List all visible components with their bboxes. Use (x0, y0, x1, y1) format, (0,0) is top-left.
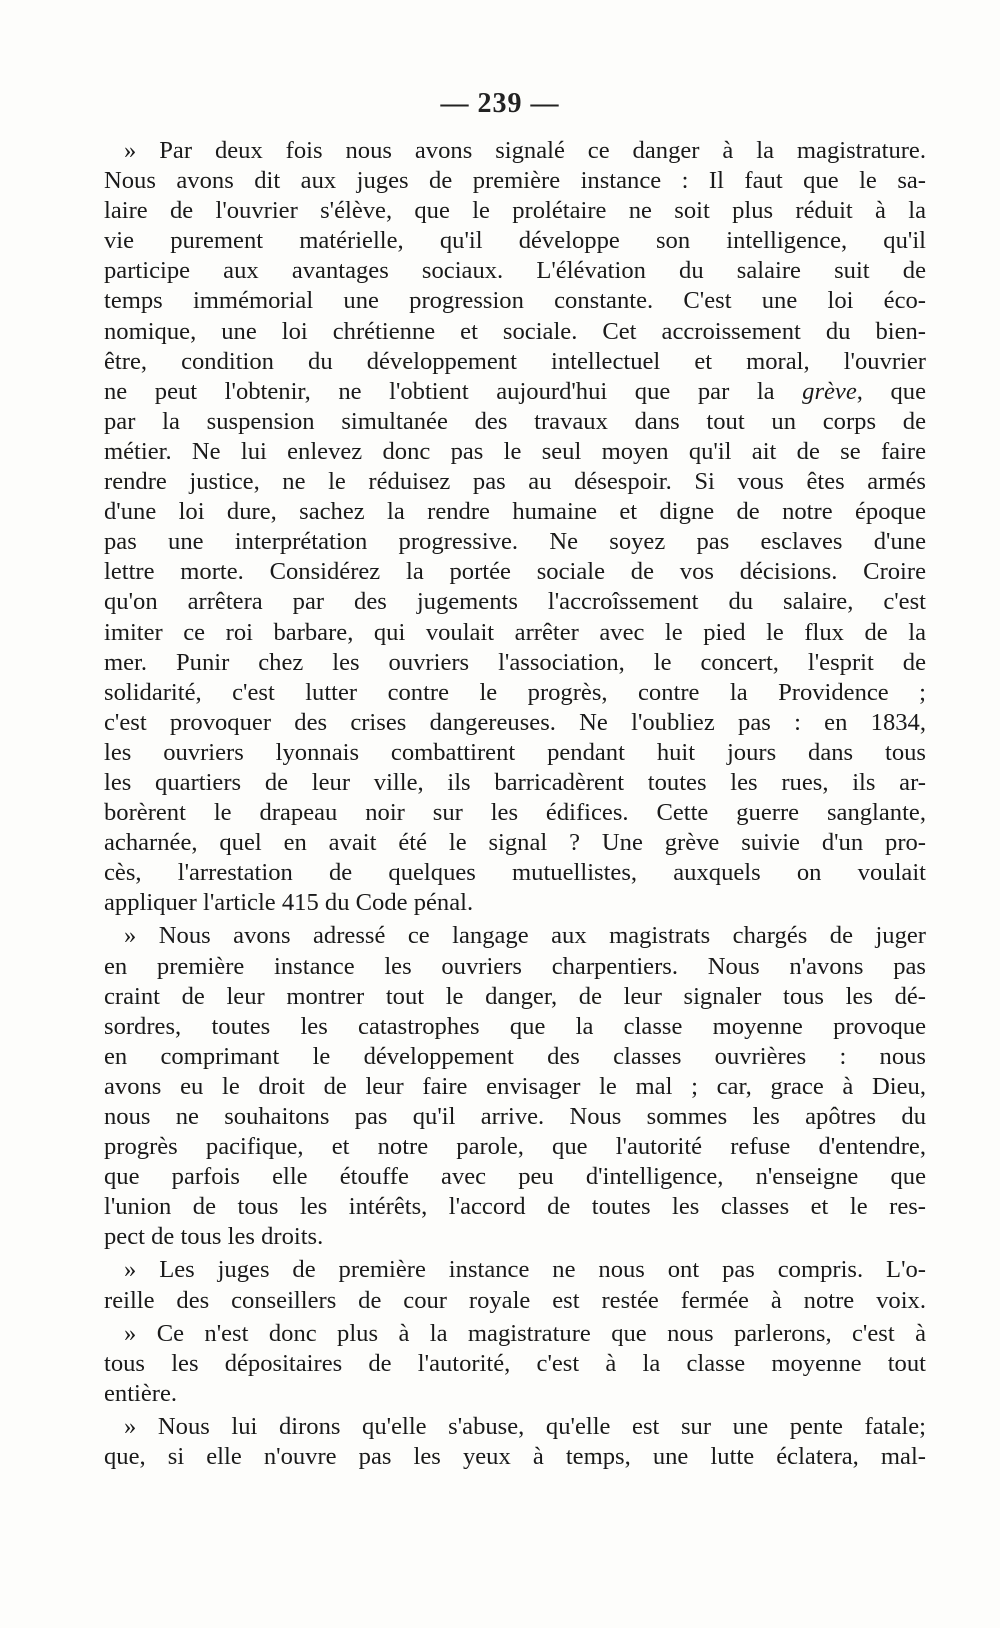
text-line: ne peut l'obtenir, ne l'obtient aujourd'hui que par la grève, que (104, 377, 926, 405)
text-line: que parfois elle étouffe avec peu d'intelligence, n'enseigne que (104, 1163, 926, 1191)
text-line: nomique, une loi chrétienne et sociale. Cet accroissement du bien- (104, 317, 926, 345)
body-text (104, 136, 926, 1475)
text-line: » Nous avons adressé ce langage aux magistrats chargés de juger (124, 922, 926, 950)
text-line: mer. Punir chez les ouvriers l'association, le concert, l'esprit de (104, 648, 926, 676)
text-line: borèrent le drapeau noir sur les édifices. Cette guerre sanglante, (104, 799, 926, 827)
text-line: l'union de tous les intérêts, l'accord de toutes les classes et le res- (104, 1193, 926, 1221)
text-line: reille des conseillers de cour royale est restée fermée à notre voix. (104, 1286, 926, 1314)
text-line: solidarité, c'est lutter contre le progrès, contre la Providence ; (104, 678, 926, 706)
text-line: » Les juges de première instance ne nous ont pas compris. L'o- (124, 1256, 926, 1284)
text-line: entière. (104, 1379, 178, 1407)
text-line: » Ce n'est donc plus à la magistrature que nous parlerons, c'est à (124, 1319, 926, 1347)
text-line: lettre morte. Considérez la portée sociale de vos décisions. Croire (104, 558, 926, 586)
paragraph (104, 1412, 926, 1472)
page-number: — 239 — (440, 88, 560, 119)
text-line: tous les dépositaires de l'autorité, c'est à la classe moyenne tout (104, 1349, 926, 1377)
text-line: que, si elle n'ouvre pas les yeux à temps, une lutte éclatera, mal- (104, 1443, 926, 1471)
text-line: être, condition du développement intellectuel et moral, l'ouvrier (104, 347, 926, 375)
text-line: progrès pacifique, et notre parole, que l'autorité refuse d'entendre, (104, 1133, 926, 1161)
text-line: rendre justice, ne le réduisez pas au désespoir. Si vous êtes armés (104, 468, 926, 496)
text-line: par la suspension simultanée des travaux dans tout un corps de (104, 407, 926, 435)
text-line: pas une interprétation progressive. Ne soyez pas esclaves d'une (104, 528, 926, 556)
text-line: imiter ce roi barbare, qui voulait arrêter avec le pied le flux de la (104, 618, 926, 646)
text-line: » Par deux fois nous avons signalé ce danger à la magistrature. (124, 137, 926, 164)
paragraph (104, 1319, 926, 1409)
text-line: cès, l'arrestation de quelques mutuellistes, auxquels on voulait (104, 859, 926, 887)
text-line: nous ne souhaitons pas qu'il arrive. Nous sommes les apôtres du (104, 1103, 926, 1130)
text-line: acharnée, quel en avait été le signal ? Une grève suivie d'un pro- (104, 829, 926, 857)
text-line: les ouvriers lyonnais combattirent pendant huit jours dans tous (104, 738, 926, 766)
text-line: appliquer l'article 415 du Code pénal. (104, 889, 474, 917)
text-line: temps immémorial une progression constante. C'est une loi éco- (104, 287, 926, 315)
text-line: en première instance les ouvriers charpentiers. Nous n'avons pas (104, 952, 926, 980)
text-line: Nous avons dit aux juges de première instance : Il faut que le sa- (104, 167, 926, 195)
paragraph (104, 921, 926, 1252)
text-line: vie purement matérielle, qu'il développe son intelligence, qu'il (104, 227, 926, 255)
text-line: » Nous lui dirons qu'elle s'abuse, qu'elle est sur une pente fatale; (124, 1412, 926, 1440)
text-line: pect de tous les droits. (104, 1223, 324, 1251)
text-line: craint de leur montrer tout le danger, de leur signaler tous les dé- (104, 982, 926, 1010)
text-line: en comprimant le développement des classes ouvrières : nous (104, 1042, 926, 1070)
text-line: qu'on arrêtera par des jugements l'accroîssement du salaire, c'est (104, 588, 926, 616)
paragraph (104, 1255, 926, 1315)
text-line: sordres, toutes les catastrophes que la classe moyenne provoque (104, 1012, 926, 1040)
text-line: laire de l'ouvrier s'élève, que le prolétaire ne soit plus réduit à la (104, 197, 926, 225)
text-line: d'une loi dure, sachez la rendre humaine et digne de notre époque (104, 498, 926, 526)
text-line: participe aux avantages sociaux. L'élévation du salaire suit de (104, 257, 926, 285)
text-line: métier. Ne lui enlevez donc pas le seul moyen qu'il ait de se faire (104, 437, 926, 465)
text-line: avons eu le droit de leur faire envisager le mal ; car, grace à Dieu, (104, 1072, 926, 1100)
text-line: c'est provoquer des crises dangereuses. Ne l'oubliez pas : en 1834, (104, 708, 926, 736)
text-line: les quartiers de leur ville, ils barricadèrent toutes les rues, ils ar- (104, 768, 926, 796)
paragraph (104, 136, 926, 918)
